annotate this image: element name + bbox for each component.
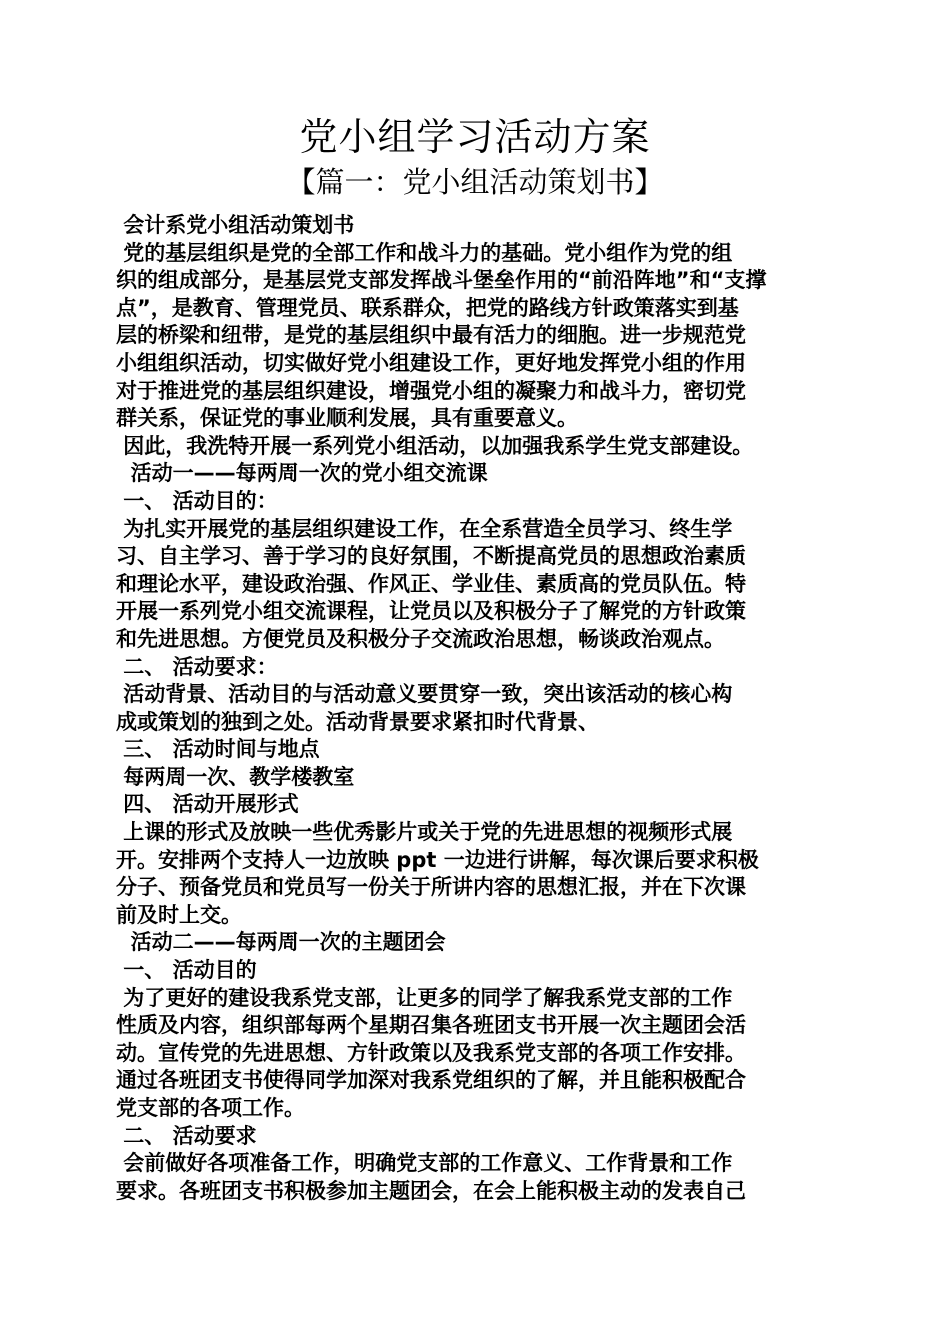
text-line: 党的基层组织是党的全部工作和战斗力的基础。党小组作为党的组 <box>116 240 733 265</box>
text-line: 群关系，保证党的事业顺利发展，具有重要意义。 <box>116 406 578 431</box>
text-line: 为扎实开展党的基层组织建设工作，在全系营造全员学习、终生学 <box>116 516 733 541</box>
text-line: 开。安排两个支持人一边放映 ppt 一边进行讲解，每次课后要求积极 <box>116 847 759 872</box>
text-line: 开展一系列党小组交流课程，让党员以及积极分子了解党的方针政策 <box>116 599 746 624</box>
text-line: 性质及内容，组织部每两个星期召集各班团支书开展一次主题团会活 <box>116 1013 746 1038</box>
text-line: 为了更好的建设我系党支部，让更多的同学了解我系党支部的工作 <box>116 985 733 1010</box>
text-line: 一、 活动目的： <box>116 488 278 513</box>
text-line: 党支部的各项工作。 <box>116 1096 305 1120</box>
text-line: 点”，是教育、管理党员、联系群众，把党的路线方针政策落实到基 <box>116 295 739 320</box>
text-line: 通过各班团支书使得同学加深对我系党组织的了解，并且能积极配合 <box>116 1068 746 1093</box>
document-title: 党小组学习活动方案 <box>299 115 651 159</box>
text-line: 动。宣传党的先进思想、方针政策以及我系党支部的各项工作安排。 <box>116 1040 746 1065</box>
text-line: 三、 活动时间与地点 <box>116 737 320 762</box>
text-line: 会计系党小组活动策划书 <box>116 213 355 237</box>
text-line: 和先进思想。方便党员及积极分子交流政治思想，畅谈政治观点。 <box>116 626 725 651</box>
text-line: 一、 活动目的 <box>116 958 257 983</box>
text-line: 层的桥梁和纽带，是党的基层组织中最有活力的细胞。进一步规范党 <box>116 323 746 348</box>
text-line: 活动背景、活动目的与活动意义要贯穿一致，突出该活动的核心构 <box>116 682 733 707</box>
text-line: 前及时上交。 <box>116 902 242 927</box>
text-line: 活动二——每两周一次的主题团会 <box>116 930 446 955</box>
text-line: 和理论水平，建设政治强、作风正、学业佳、素质高的党员队伍。特 <box>116 571 746 596</box>
text-line: 四、 活动开展形式 <box>116 792 299 817</box>
text-line: 小组组织活动，切实做好党小组建设工作，更好地发挥党小组的作用 <box>116 350 746 375</box>
text-line: 上课的形式及放映一些优秀影片或关于党的先进思想的视频形式展 <box>116 820 733 845</box>
text-line: 每两周一次、教学楼教室 <box>116 764 355 789</box>
text-line: 二、 活动要求 <box>116 1123 257 1148</box>
text-line: 织的组成部分，是基层党支部发挥战斗堡垒作用的“前沿阵地”和“支撑 <box>116 268 767 293</box>
document-subtitle: 【篇一：党小组活动策划书】 <box>286 165 664 199</box>
text-line: 活动一——每两周一次的党小组交流课 <box>116 461 488 486</box>
text-line: 会前做好各项准备工作，明确党支部的工作意义、工作背景和工作 <box>116 1151 733 1176</box>
text-line: 因此，我洗特开展一系列党小组活动，以加强我系学生党支部建设。 <box>116 433 754 458</box>
text-line: 要求。各班团支书积极参加主题团会，在会上能积极主动的发表自己 <box>116 1178 746 1203</box>
document-body <box>116 212 836 1205</box>
text-line: 习、自主学习、善于学习的良好氛围，不断提高党员的思想政治素质 <box>116 544 746 569</box>
text-line: 二、 活动要求： <box>116 654 278 679</box>
text-line: 分子、预备党员和党员写一份关于所讲内容的思想汇报，并在下次课 <box>116 875 746 900</box>
text-line: 对于推进党的基层组织建设，增强党小组的凝聚力和战斗力，密切党 <box>116 378 746 403</box>
text-line: 成或策划的独到之处。活动背景要求紧扣时代背景、 <box>116 709 599 734</box>
